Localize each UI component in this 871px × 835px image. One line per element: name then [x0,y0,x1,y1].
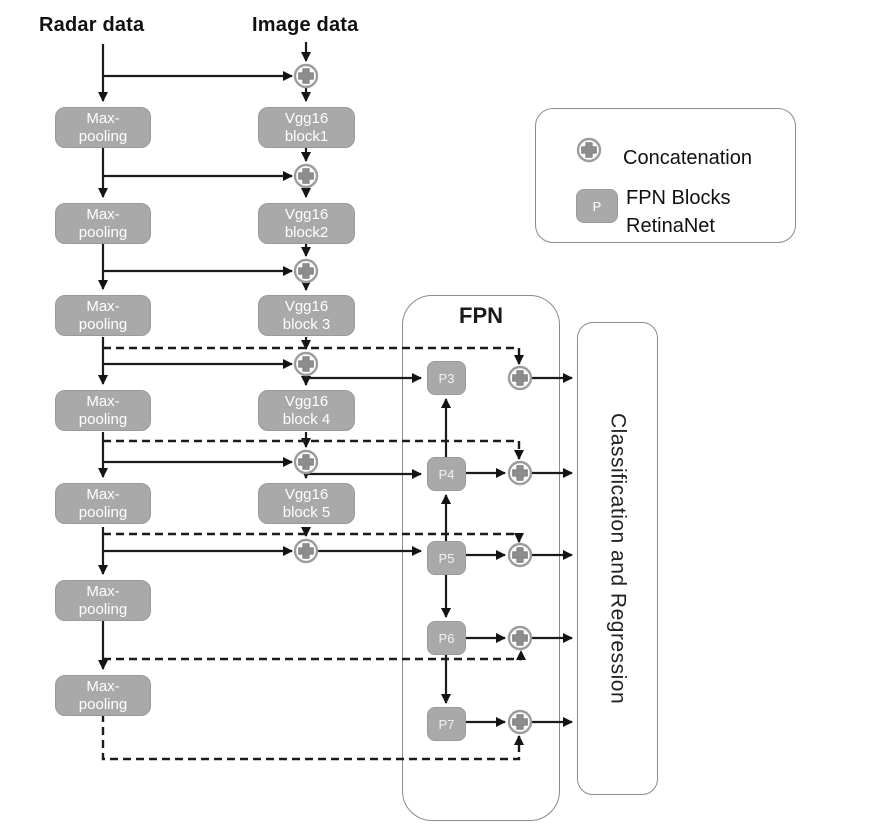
legend-retinanet-label: RetinaNet [626,215,715,237]
maxpool-block-3 [55,295,151,336]
maxpool-label: pooling [78,315,128,333]
concat-icon [295,65,317,87]
maxpool-label: Max- [86,392,120,410]
maxpool-label: Max- [86,582,120,600]
vgg-label: block1 [284,127,329,145]
concat-icon [509,544,531,566]
vgg16-block-4 [258,390,355,431]
maxpool-label: pooling [78,695,128,713]
image-data-label: Image data [252,14,359,36]
vgg16-block-2 [258,203,355,244]
vgg-label: block 4 [282,410,331,428]
concat-icon [509,711,531,733]
vgg16-block-5 [258,483,355,524]
concat-icon [509,627,531,649]
fpn-block-p7: P7 [427,707,466,741]
maxpool-block-2 [55,203,151,244]
vgg16-block-1 [258,107,355,148]
concat-icon [509,462,531,484]
legend-p-label: P [592,198,602,214]
maxpool-label: pooling [78,600,128,618]
maxpool-label: Max- [86,205,120,223]
concat-icon [295,260,317,282]
vgg-label: Vgg16 [284,297,329,315]
maxpool-label: Max- [86,677,120,695]
maxpool-block-1 [55,107,151,148]
maxpool-label: pooling [78,410,128,428]
concat-icon [295,353,317,375]
legend-fpn-blocks-label: FPN Blocks [626,187,731,209]
maxpool-block-4 [55,390,151,431]
maxpool-block-6 [55,580,151,621]
maxpool-label: Max- [86,109,120,127]
fpn-block-p3: P3 [427,361,466,395]
classification-label: Classification and Regression [606,412,630,705]
legend-concat-icon [578,139,600,161]
concat-icon [295,451,317,473]
vgg-label: Vgg16 [284,392,329,410]
vgg-label: block 5 [282,503,331,521]
concat-icon [295,165,317,187]
fpn-block-p6: P6 [427,621,466,655]
legend-concatenation-label: Concatenation [623,147,752,169]
maxpool-block-7 [55,675,151,716]
vgg-label: block2 [284,223,329,241]
maxpool-label: pooling [78,127,128,145]
fpn-title: FPN [459,303,503,328]
vgg-label: Vgg16 [284,205,329,223]
fpn-block-p5: P5 [427,541,466,575]
vgg-label: Vgg16 [284,485,329,503]
vgg-label: block 3 [282,315,331,333]
concat-icon [295,540,317,562]
vgg-label: Vgg16 [284,109,329,127]
maxpool-label: Max- [86,485,120,503]
concat-icon [509,367,531,389]
maxpool-label: Max- [86,297,120,315]
maxpool-label: pooling [78,503,128,521]
maxpool-label: pooling [78,223,128,241]
vgg16-block-3 [258,295,355,336]
fpn-block-p4: P4 [427,457,466,491]
maxpool-block-5 [55,483,151,524]
radar-data-label: Radar data [39,14,145,36]
